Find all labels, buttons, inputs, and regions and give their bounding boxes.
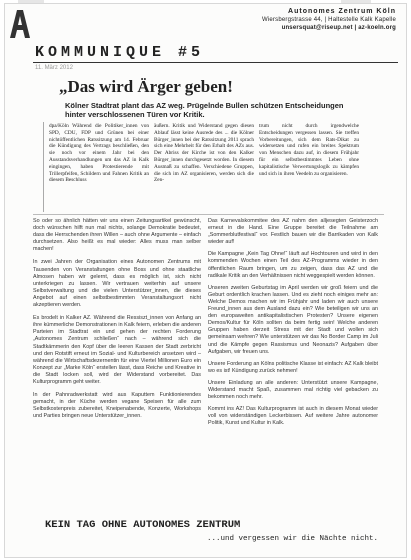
- paragraph: Unsere Einladung an alle anderen: Unterstützt unsere Kampagne, Widerstand macht Spaß, zusammen mal richtig viel gebacken zu bekommen noch mehr.: [208, 379, 378, 401]
- paragraph: In der Pahnradwerkstatt wird aus Kaputtem Funktionierendes gemacht, in der Küche werden vegane Speisen für alle zum Selbstkostenpreis zubereitet, Kneipenabende, Konzerte, Workshops und Parties bringen neue Unterstützer_innen.: [33, 392, 201, 420]
- article-column-1: dpa/Köln Während die Politiker_innen von SPD, CDU, FDP und Grünen bei einer nichtöffentlichen Ratssitzung am 14. Februar die Kündigung des Vertrags beschließen, den sie noch vor einem Jahr bei den Ausstandsverhandlungen um das AZ in Kalk eingingen, haben Protestierende mit Trillerpfeifen, Schildern und Fahnen Kritik an diesem Beschluss: [49, 123, 149, 184]
- organization-name: Autonomes Zentrum Köln: [288, 8, 396, 15]
- organization-info: [262, 8, 396, 32]
- footer-headline: KEIN TAG OHNE AUTONOMES ZENTRUM: [45, 519, 241, 531]
- article-column-3: trum nicht durch irgendwelche Entscheidungen vergessen lassen. Sie treffen Vorbereitungen, sich dem Rats-Dikat zu widersetzen und rufen ein breites Spektrum von Menschen dazu auf, in diesem Frühjahr für ein selbstbestimmtes Leben ohne kapitalistische Verwertungslogik zu kämpfen und sich in ihren Veedeln zu organisieren.: [259, 123, 359, 177]
- article-column-2: äußern. Kritik und Widerstand gegen diesen Ablauf lässt keine Ausrede des ... die Kölner Bürger_innen bei der Ratssitzung 2011 sprach sich eine Mehrheit für den Erhalt des AZs aus. Der Abriss der Kirche ist von den Kalker Bürger_innen durchgesetzt worden. In diesem Ausmaß zu schaffen. Verschiedene Gruppen, die sich im AZ organisieren, werden sich die Zen-: [154, 123, 254, 184]
- paragraph: Unsere Forderung an Kölns politische Klasse ist einfach: AZ Kalk bleibt wo es ist! Kündigung zurück nehmen!: [208, 360, 378, 374]
- body-column-left: [33, 218, 201, 516]
- article-left-rule: [43, 122, 44, 212]
- document-sheet: [4, 3, 407, 558]
- paragraph: Die Kampagne „Kein Tag Ohne!“ läuft auf Hochtouren und wird in den kommenden Wochen einen Teil des AZ-Programms wieder in den öffentlichen Raum bringen, um zu zeigen, dass das AZ und die radikale Kritik an den Verhältnissen nicht weggespielt werden können.: [208, 251, 378, 279]
- masthead-rule: [33, 62, 398, 63]
- organization-address: Wiersbergstrasse 44, | Haltestelle Kalk Kapelle: [261, 17, 396, 23]
- paragraph: Unseren zweiten Geburtstag im April werden wir groß feiern und die Geburt ordentlich krachen lassen. Und es zieht noch einiges mehr an: Welche Demos machen wir im Frühjahr und laden wir auch unsere Freund_innen aus dem Ausland dazu ein? Wie beteiligen wir uns an den europaweiten antikapitalistischen Protesten? Unsere eigenen Demos/Kultur für Köln sollten da beim fertig sein! Welche anderen Gruppen haben derzeit Stress mit der Stadt und wollen sich gemeinsam wehren? Wie unterstützen wir das No Border Camp im Juli und die Kämpfe gegen Rassismus und Neonazis? Aufgaben über Aufgaben, wir freuen uns.: [208, 284, 378, 355]
- headline: „Das wird Ärger geben!: [59, 77, 233, 96]
- paragraph: Das Karnevalskommitee des AZ nahm den alljesegten Geisterzoch erneut in die Hand. Eine Gruppe bereitet die Teilnahme am „Sommerblutfestival“ vor. Festlich bauen wir die Barrikaden von Kalk wieder auf!: [208, 218, 378, 246]
- subheadline: Kölner Stadtrat plant das AZ weg. Prügelnde Bullen schützen Entscheidungen hinter verschlossenen Türen vor Kritik.: [65, 101, 344, 119]
- paragraph: Kommt ins AZ! Das Kulturprogramm ist auch in diesem Monat wieder voll von widerständigen Leckerbissen. Auf weitere Jahre autonomer Politik, Kunst und Kultur in Kalk.: [208, 406, 378, 427]
- footer-slogan: ...und vergessen wir die Nächte nicht.: [206, 535, 378, 543]
- article-divider: [33, 214, 384, 215]
- paragraph: So oder so ähnlich hätten wir uns einen Zeitungsartikel gewünscht, doch wünschen hilft nun mal nichts, solange Demokratie bedeutet, dass die Herrschenden ihren Willen – auch ohne Argumente – einfach durchsetzen. Also heißt es mal wieder: Alles muss man selber machen!: [33, 218, 201, 253]
- organization-contact: unsersquat@riseup.net | az-koeln.org: [281, 25, 396, 31]
- az-logo-icon: [7, 6, 33, 40]
- paragraph: In zwei Jahren der Organisation eines Autonomen Zentrums mit Tausenden von Veranstaltungen ohne Boss und ohne staatliche Almosen haben wir gelernt, dass es möglich ist, sich nicht unterkriegen zu lassen. Wir vertrauen weiterhin auf unsere Selbstverwaltung und die vielen Unterstützer_innen, die dieses Angebot auf einen selbstbestimmten Veranstaltungsort nicht akzeptieren werden.: [33, 259, 201, 309]
- body-column-right: [208, 218, 378, 516]
- issue-date: 11. März 2012: [35, 65, 73, 71]
- masthead-title: KOMMUNIQUE #5: [35, 44, 205, 61]
- paragraph: Es brodelt in Kalker AZ. Während die Ressiszt_innen von Anfang an ihre kümmerliche Demonstrationen in Kalk feiern, erleben die anderen Parteien im Stadtrat ein und gehen der rechten Forderung „Autonomes Zentrum schließen“ nach – während sich die Stadtkämmerin den Kopf über die leeren Kassen der Stadt zerbricht und den Rotstift erneut im Sozial- und Kulturbereich ansetzen wird – während die Wirtschaftsdezernentin für eine Viertel Millionen Euro ein Konzept zur „Marke Köln“ erstellen lässt, dass Reiche und Kreative in die Stadt locken soll, wird der Widerstand vorbereitet. Das Kulturprogramm geht weiter.: [33, 315, 201, 385]
